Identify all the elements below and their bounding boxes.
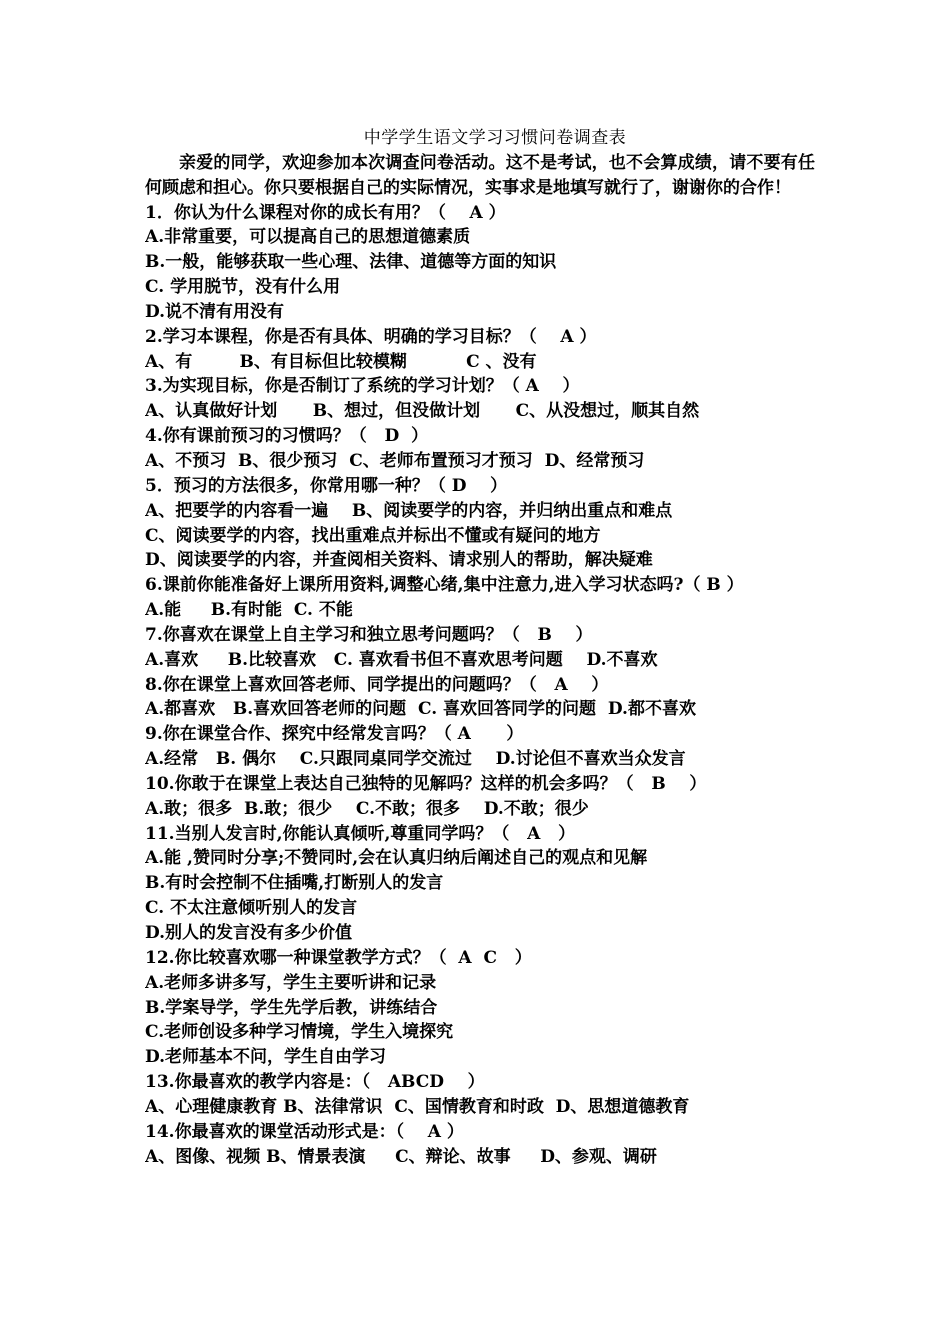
option-line: A、图像、视频 B、情景表演 C、辩论、故事 D、参观、调研 — [145, 1146, 657, 1167]
question-line: 9.你在课堂合作、探究中经常发言吗？（ A ） — [145, 724, 524, 745]
question-line: 6.课前你能准备好上课所用资料,调整心绪,集中注意力,进入学习状态吗?（ B ） — [145, 575, 744, 596]
option-line: A.老师多讲多写，学生主要听讲和记录 — [145, 972, 437, 993]
option-line: B.有时会控制不住插嘴,打断别人的发言 — [145, 873, 444, 894]
question-line: 11.当别人发言时,你能认真倾听,尊重同学吗？（ A ） — [145, 823, 576, 844]
option-line: A.喜欢 B.比较喜欢 C. 喜欢看书但不喜欢思考问题 D.不喜欢 — [145, 649, 658, 670]
intro-paragraph: 亲爱的同学，欢迎参加本次调查问卷活动。这不是考试，也不会算成绩，请不要有任何顾虑和担心。你只要根据自己的实际情况，实事求是地填写就行了，谢谢你的合作！ — [145, 152, 815, 198]
question-line: 7.你喜欢在课堂上自主学习和独立思考问题吗？（ B ） — [145, 624, 593, 645]
option-line: A、把要学的内容看一遍 B、阅读要学的内容，并归纳出重点和难点 — [145, 500, 673, 521]
question-line: 10.你敢于在课堂上表达自己独特的见解吗？这样的机会多吗？（ B ） — [145, 773, 707, 794]
questionnaire-page — [145, 126, 815, 1169]
option-line: C. 不太注意倾听别人的发言 — [145, 898, 358, 919]
option-line: B.一般，能够获取一些心理、法律、道德等方面的知识 — [145, 252, 557, 273]
option-line: D.说不清有用没有 — [145, 301, 285, 322]
document-title: 中学学生语文学习习惯问卷调查表 — [363, 128, 627, 148]
option-line: A.都喜欢 B.喜欢回答老师的问题 C. 喜欢回答同学的问题 D.都不喜欢 — [145, 699, 696, 720]
option-line: A.能 ,赞同时分享;不赞同时,会在认真归纳后阐述自己的观点和见解 — [145, 848, 648, 869]
question-line: 4.你有课前预习的习惯吗？（ D ） — [145, 426, 429, 447]
option-line: A.经常 B. 偶尔 C.只跟同桌同学交流过 D.讨论但不喜欢当众发言 — [145, 749, 686, 770]
option-line: A.能 B.有时能 C. 不能 — [145, 600, 353, 621]
option-line: D.老师基本不问，学生自由学习 — [145, 1047, 387, 1068]
option-line: C、阅读要学的内容，找出重难点并标出不懂或有疑问的地方 — [145, 525, 601, 546]
option-line: A、认真做好计划 B、想过，但没做计划 C、从没想过，顺其自然 — [145, 401, 700, 422]
option-line: C.老师创设多种学习情境，学生入境探究 — [145, 1022, 454, 1043]
question-line: 3.为实现目标，你是否制订了系统的学习计划？（ A ） — [145, 376, 580, 397]
option-line: A、心理健康教育 B、法律常识 C、国情教育和时政 D、思想道德教育 — [145, 1096, 690, 1117]
option-line: A、不预习 B、很少预习 C、老师布置预习才预习 D、经常预习 — [145, 450, 645, 471]
option-line: D、阅读要学的内容，并查阅相关资料、请求别人的帮助，解决疑难 — [145, 550, 653, 571]
question-line: 14.你最喜欢的课堂活动形式是：（ A ） — [145, 1121, 464, 1142]
option-line: C. 学用脱节，没有什么用 — [145, 277, 341, 298]
question-line: 2.学习本课程，你是否有具体、明确的学习目标？（ A ） — [145, 326, 597, 347]
option-line: B.学案导学，学生先学后教，讲练结合 — [145, 997, 438, 1018]
question-line: 1．你认为什么课程对你的成长有用？（ A ） — [145, 202, 506, 223]
option-line: D.别人的发言没有多少价值 — [145, 923, 353, 943]
question-line: 13.你最喜欢的教学内容是：（ ABCD ） — [145, 1072, 485, 1093]
option-line: A.敢；很多 B.敢；很少 C.不敢；很多 D.不敢；很少 — [145, 798, 589, 819]
option-line: A.非常重要，可以提高自己的思想道德素质 — [145, 227, 471, 248]
question-line: 8.你在课堂上喜欢回答老师、同学提出的问题吗？（ A ） — [145, 674, 609, 695]
question-line: 12.你比较喜欢哪一种课堂教学方式？（ A C ） — [145, 947, 532, 968]
question-line: 5．预习的方法很多，你常用哪一种？（ D ） — [145, 475, 508, 496]
option-line: A、有 B、有目标但比较模糊 C 、没有 — [145, 351, 537, 372]
